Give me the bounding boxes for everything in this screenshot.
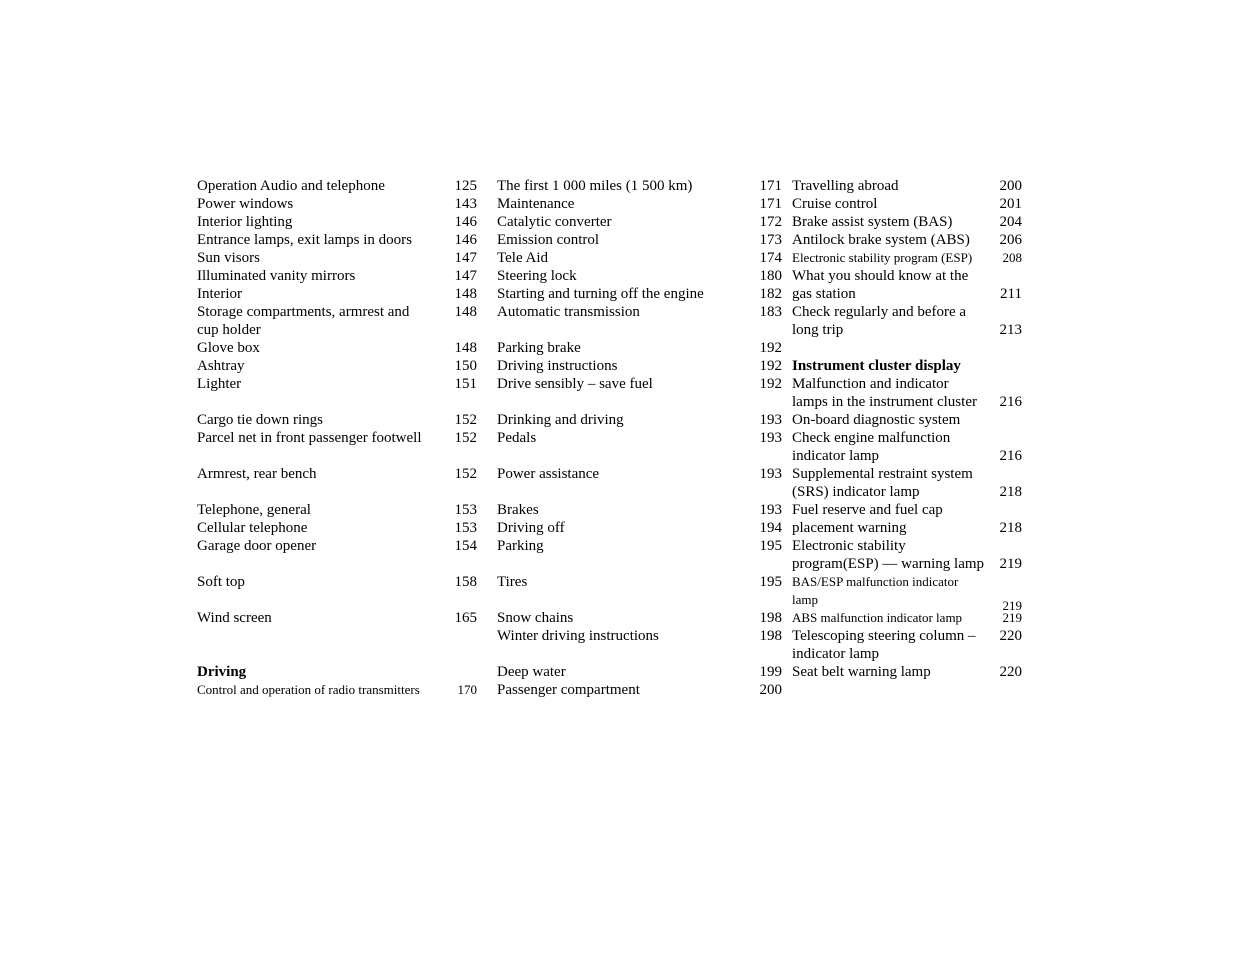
entry-label: Snow chains xyxy=(497,610,574,626)
index-entry xyxy=(497,537,783,555)
entry-label: Supplemental restraint system xyxy=(792,466,973,482)
index-entry xyxy=(197,429,480,447)
index-entry xyxy=(792,447,1032,465)
entry-label: lamp xyxy=(792,592,818,607)
entry-label: Starting and turning off the engine xyxy=(497,286,704,302)
index-entry xyxy=(497,663,783,681)
entry-page-number: 195 xyxy=(759,538,782,554)
index-entry xyxy=(792,177,1032,195)
index-entry xyxy=(792,573,1032,591)
index-entry xyxy=(497,681,783,699)
entry-label: Interior xyxy=(197,286,242,302)
entry-page-number: 200 xyxy=(999,178,1022,194)
entry-page-number: 180 xyxy=(759,268,782,284)
entry-label: Electronic stability program (ESP) xyxy=(792,250,973,265)
index-entry xyxy=(497,285,783,303)
index-entry xyxy=(197,537,480,555)
entry-page-number: 195 xyxy=(759,574,782,590)
entry-label: Automatic transmission xyxy=(497,304,640,320)
entry-page-number: 193 xyxy=(759,430,782,446)
entry-label: Driving xyxy=(197,664,247,680)
index-entry xyxy=(197,357,480,375)
index-entry xyxy=(792,285,1032,303)
index-column-2 xyxy=(497,177,783,699)
entry-label: Glove box xyxy=(197,340,260,356)
entry-label: indicator lamp xyxy=(792,448,880,464)
entry-label: Drinking and driving xyxy=(497,412,624,428)
entry-page-number: 151 xyxy=(454,376,477,392)
index-entry xyxy=(497,339,783,357)
entry-label: (SRS) indicator lamp xyxy=(792,484,920,500)
index-entry xyxy=(792,267,1032,285)
index-entry xyxy=(497,393,783,411)
entry-label: Tires xyxy=(497,574,528,590)
index-entry xyxy=(197,501,480,519)
index-entry xyxy=(197,609,480,627)
index-entry xyxy=(197,411,480,429)
entry-label: Check regularly and before a xyxy=(792,304,967,320)
entry-page-number: 173 xyxy=(759,232,782,248)
entry-page-number: 170 xyxy=(457,682,477,697)
entry-label: Wind screen xyxy=(197,610,272,626)
entry-label: The first 1 000 miles (1 500 km) xyxy=(497,178,693,194)
index-entry xyxy=(792,411,1032,429)
entry-label: Passenger compartment xyxy=(497,682,640,698)
index-entry xyxy=(497,411,783,429)
index-entry xyxy=(497,501,783,519)
index-entry xyxy=(197,393,480,411)
index-entry xyxy=(497,573,783,591)
entry-page-number: 220 xyxy=(999,628,1022,644)
entry-page-number: 146 xyxy=(454,214,477,230)
entry-page-number: 206 xyxy=(999,232,1022,248)
entry-label: long trip xyxy=(792,322,844,338)
index-entry xyxy=(792,249,1032,267)
entry-label: Lighter xyxy=(197,376,242,392)
section-heading xyxy=(197,663,480,681)
index-entry xyxy=(197,447,480,465)
entry-label: Travelling abroad xyxy=(792,178,899,194)
entry-page-number: 192 xyxy=(759,376,782,392)
entry-label: BAS/ESP malfunction indicator xyxy=(792,574,959,589)
index-entry xyxy=(197,177,480,195)
entry-label: Power windows xyxy=(197,196,294,212)
index-entry xyxy=(497,609,783,627)
index-entry xyxy=(497,321,783,339)
index-entry xyxy=(497,555,783,573)
index-entry xyxy=(792,537,1032,555)
index-entry xyxy=(792,375,1032,393)
index-entry xyxy=(197,627,480,645)
index-entry xyxy=(792,465,1032,483)
entry-page-number: 172 xyxy=(759,214,782,230)
entry-label: Telephone, general xyxy=(197,502,311,518)
entry-label: On-board diagnostic system xyxy=(792,412,961,428)
entry-label: Fuel reserve and fuel cap xyxy=(792,502,943,518)
index-entry xyxy=(497,627,783,645)
index-entry xyxy=(497,645,783,663)
index-entry xyxy=(197,249,480,267)
entry-label: Seat belt warning lamp xyxy=(792,664,931,680)
entry-label: Cargo tie down rings xyxy=(197,412,323,428)
entry-label: Parcel net in front passenger footwell xyxy=(197,430,422,446)
index-entry xyxy=(197,591,480,609)
entry-page-number: 150 xyxy=(454,358,477,374)
index-entry xyxy=(197,303,480,321)
entry-page-number: 220 xyxy=(999,664,1022,680)
index-entry xyxy=(497,195,783,213)
entry-page-number: 171 xyxy=(759,178,782,194)
index-entry xyxy=(497,213,783,231)
index-entry xyxy=(197,465,480,483)
entry-label: Maintenance xyxy=(497,196,575,212)
entry-page-number: 219 xyxy=(1002,598,1022,613)
index-entry xyxy=(792,303,1032,321)
entry-label: lamps in the instrument cluster xyxy=(792,394,977,410)
entry-page-number: 158 xyxy=(454,574,477,590)
entry-label: placement warning xyxy=(792,520,907,536)
entry-label: Telescoping steering column – xyxy=(792,628,976,644)
entry-label: Brakes xyxy=(497,502,539,518)
index-entry xyxy=(497,231,783,249)
entry-label: What you should know at the xyxy=(792,268,969,284)
entry-page-number: 148 xyxy=(454,304,477,320)
entry-page-number: 199 xyxy=(759,664,782,680)
entry-label: Control and operation of radio transmitters xyxy=(197,682,420,697)
index-entry xyxy=(497,591,783,609)
index-entry xyxy=(792,213,1032,231)
entry-page-number: 143 xyxy=(454,196,477,212)
entry-page-number: 194 xyxy=(759,520,782,536)
entry-label: Operation Audio and telephone xyxy=(197,178,385,194)
entry-label: Parking brake xyxy=(497,340,581,356)
index-column-1 xyxy=(197,177,480,699)
index-entry xyxy=(792,393,1032,411)
index-entry xyxy=(197,645,480,663)
entry-label: ABS malfunction indicator lamp xyxy=(792,610,963,625)
entry-label: Cruise control xyxy=(792,196,878,212)
entry-page-number: 201 xyxy=(999,196,1022,212)
entry-label: Drive sensibly – save fuel xyxy=(497,376,653,392)
entry-page-number: 204 xyxy=(999,214,1022,230)
entry-page-number: 154 xyxy=(454,538,477,554)
entry-label: Garage door opener xyxy=(197,538,317,554)
entry-label: Driving instructions xyxy=(497,358,618,374)
entry-page-number: 125 xyxy=(454,178,477,194)
entry-label: Cellular telephone xyxy=(197,520,308,536)
entry-label: gas station xyxy=(792,286,856,302)
entry-page-number: 152 xyxy=(454,430,477,446)
entry-page-number: 171 xyxy=(759,196,782,212)
index-entry xyxy=(792,321,1032,339)
index-column-3 xyxy=(792,177,1032,681)
index-entry xyxy=(792,483,1032,501)
entry-label: Interior lighting xyxy=(197,214,293,230)
entry-label: Power assistance xyxy=(497,466,600,482)
index-entry xyxy=(792,519,1032,537)
index-entry xyxy=(197,231,480,249)
index-entry xyxy=(792,645,1032,663)
index-entry xyxy=(197,195,480,213)
entry-label: Pedals xyxy=(497,430,537,446)
index-entry xyxy=(792,429,1032,447)
entry-label: Illuminated vanity mirrors xyxy=(197,268,356,284)
entry-page-number: 147 xyxy=(454,268,477,284)
index-entry xyxy=(497,483,783,501)
entry-page-number: 174 xyxy=(759,250,782,266)
entry-page-number: 146 xyxy=(454,232,477,248)
entry-page-number: 219 xyxy=(1002,610,1022,625)
entry-label: Soft top xyxy=(197,574,245,590)
entry-page-number: 193 xyxy=(759,466,782,482)
entry-label: Antilock brake system (ABS) xyxy=(792,232,970,248)
entry-page-number: 218 xyxy=(999,484,1022,500)
entry-label: Winter driving instructions xyxy=(497,628,659,644)
entry-label: Malfunction and indicator xyxy=(792,376,949,392)
index-entry xyxy=(792,231,1032,249)
index-entry xyxy=(792,609,1032,627)
index-entry xyxy=(197,483,480,501)
entry-page-number: 183 xyxy=(759,304,782,320)
entry-page-number: 198 xyxy=(759,628,782,644)
index-entry xyxy=(497,519,783,537)
section-heading xyxy=(792,357,1032,375)
entry-page-number: 165 xyxy=(454,610,477,626)
index-entry xyxy=(197,339,480,357)
index-entry xyxy=(197,285,480,303)
entry-label: Sun visors xyxy=(197,250,260,266)
index-entry xyxy=(497,429,783,447)
entry-page-number: 198 xyxy=(759,610,782,626)
entry-label: Emission control xyxy=(497,232,600,248)
index-entry xyxy=(197,573,480,591)
entry-label: Instrument cluster display xyxy=(792,358,961,374)
index-entry xyxy=(792,195,1032,213)
entry-page-number: 148 xyxy=(454,286,477,302)
index-entry xyxy=(197,213,480,231)
entry-label: Deep water xyxy=(497,664,566,680)
index-entry xyxy=(792,501,1032,519)
index-entry xyxy=(197,519,480,537)
entry-page-number: 216 xyxy=(999,448,1022,464)
entry-label: Ashtray xyxy=(197,358,245,374)
index-entry xyxy=(197,555,480,573)
entry-page-number: 153 xyxy=(454,520,477,536)
entry-label: Storage compartments, armrest and xyxy=(197,304,410,320)
index-entry xyxy=(792,663,1032,681)
entry-page-number: 193 xyxy=(759,412,782,428)
entry-page-number: 182 xyxy=(759,286,782,302)
entry-page-number: 208 xyxy=(1002,250,1022,265)
index-entry xyxy=(497,447,783,465)
index-entry xyxy=(197,321,480,339)
index-entry xyxy=(197,681,480,699)
index-entry xyxy=(792,555,1032,573)
entry-label: Electronic stability xyxy=(792,538,906,554)
entry-page-number: 219 xyxy=(999,556,1022,572)
index-entry xyxy=(497,465,783,483)
entry-page-number: 200 xyxy=(759,682,782,698)
entry-page-number: 211 xyxy=(1000,286,1022,302)
entry-page-number: 193 xyxy=(759,502,782,518)
index-entry xyxy=(497,249,783,267)
entry-page-number: 147 xyxy=(454,250,477,266)
entry-page-number: 153 xyxy=(454,502,477,518)
entry-label: indicator lamp xyxy=(792,646,880,662)
index-entry xyxy=(497,375,783,393)
entry-label: Entrance lamps, exit lamps in doors xyxy=(197,232,412,248)
entry-page-number: 216 xyxy=(999,394,1022,410)
index-entry xyxy=(792,627,1032,645)
entry-label: Steering lock xyxy=(497,268,577,284)
entry-page-number: 152 xyxy=(454,412,477,428)
index-entry xyxy=(497,177,783,195)
entry-page-number: 213 xyxy=(999,322,1022,338)
index-entry xyxy=(497,267,783,285)
entry-label: Driving off xyxy=(497,520,565,536)
entry-page-number: 218 xyxy=(999,520,1022,536)
index-entry xyxy=(497,357,783,375)
entry-label: Brake assist system (BAS) xyxy=(792,214,953,230)
entry-page-number: 152 xyxy=(454,466,477,482)
entry-label: Tele Aid xyxy=(497,250,549,266)
entry-label: program(ESP) — warning lamp xyxy=(792,556,985,572)
entry-page-number: 192 xyxy=(759,340,782,356)
index-entry xyxy=(497,303,783,321)
index-entry xyxy=(792,339,1032,357)
entry-label: Parking xyxy=(497,538,544,554)
index-entry xyxy=(792,591,1032,613)
entry-label: Check engine malfunction xyxy=(792,430,951,446)
entry-label: Armrest, rear bench xyxy=(197,466,317,482)
entry-label: Catalytic converter xyxy=(497,214,612,230)
index-entry xyxy=(197,375,480,393)
entry-page-number: 192 xyxy=(759,358,782,374)
entry-page-number: 148 xyxy=(454,340,477,356)
index-entry xyxy=(197,267,480,285)
entry-label: cup holder xyxy=(197,322,261,338)
